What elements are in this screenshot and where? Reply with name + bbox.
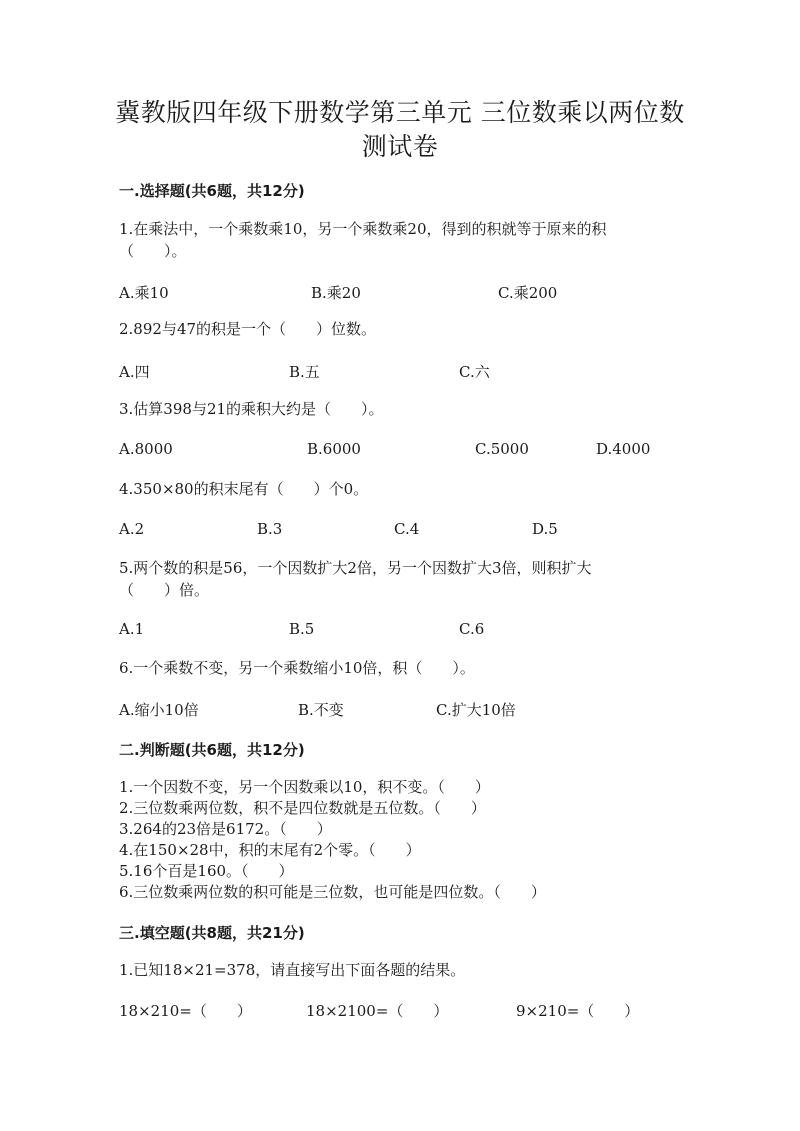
option-a: A.乘10 [119, 284, 169, 302]
option-d: D.4000 [596, 440, 651, 458]
option-c: C.5000 [475, 440, 529, 458]
option-c: C.4 [394, 520, 420, 538]
question-text-cont: （ ）。 [119, 242, 187, 260]
question-text: 6.一个乘数不变，另一个乘数缩小10倍，积（ ）。 [119, 659, 475, 677]
judgment-item: 1.一个因数不变，另一个因数乘以10，积不变。（ ） [119, 778, 490, 796]
option-a: A.8000 [119, 440, 173, 458]
question-text-cont: （ ）倍。 [119, 581, 210, 599]
question-text: 5.两个数的积是56，一个因数扩大2倍，另一个因数扩大3倍，则积扩大 [119, 559, 592, 577]
option-a: A.1 [119, 620, 145, 638]
option-b: B.3 [257, 520, 283, 538]
question-text: 2.892与47的积是一个（ ）位数。 [119, 320, 377, 338]
option-a: A.缩小10倍 [119, 701, 199, 719]
option-c: C.6 [459, 620, 485, 638]
judgment-item: 3.264的23倍是6172。（ ） [119, 820, 332, 838]
judgment-item: 6.三位数乘两位数的积可能是三位数，也可能是四位数。（ ） [119, 883, 546, 901]
option-b: B.不变 [298, 701, 344, 719]
fill-blank: 18×210=（ ） [119, 1002, 252, 1020]
option-b: B.6000 [307, 440, 361, 458]
option-b: B.乘20 [311, 284, 361, 302]
question-text: 3.估算398与21的乘积大约是（ ）。 [119, 400, 384, 418]
fill-question-text: 1.已知18×21=378，请直接写出下面各题的结果。 [119, 961, 466, 979]
question-text: 4.350×80的积末尾有（ ）个0。 [119, 480, 369, 498]
judgment-item: 5.16个百是160。（ ） [119, 862, 294, 880]
option-b: B.五 [289, 363, 320, 381]
fill-blank: 9×210=（ ） [516, 1002, 640, 1020]
option-d: D.5 [532, 520, 558, 538]
judgment-item: 4.在150×28中，积的末尾有2个零。（ ） [119, 841, 421, 859]
judgment-item: 2.三位数乘两位数，积不是四位数就是五位数。（ ） [119, 799, 486, 817]
section-heading-fill: 三.填空题(共8题，共21分) [119, 924, 305, 942]
fill-blank: 18×2100=（ ） [306, 1002, 449, 1020]
question-text: 1.在乘法中，一个乘数乘10，另一个乘数乘20，得到的积就等于原来的积 [119, 220, 607, 238]
exam-title-line2: 测试卷 [361, 132, 439, 161]
option-a: A.2 [119, 520, 145, 538]
option-c: C.六 [459, 363, 490, 381]
option-a: A.四 [119, 363, 150, 381]
section-heading-judgment: 二.判断题(共6题，共12分) [119, 741, 305, 759]
option-c: C.扩大10倍 [436, 701, 516, 719]
section-heading-choice: 一.选择题(共6题，共12分) [119, 182, 305, 200]
option-b: B.5 [289, 620, 315, 638]
option-c: C.乘200 [498, 284, 558, 302]
exam-title-line1: 冀教版四年级下册数学第三单元 三位数乘以两位数 [115, 98, 685, 127]
